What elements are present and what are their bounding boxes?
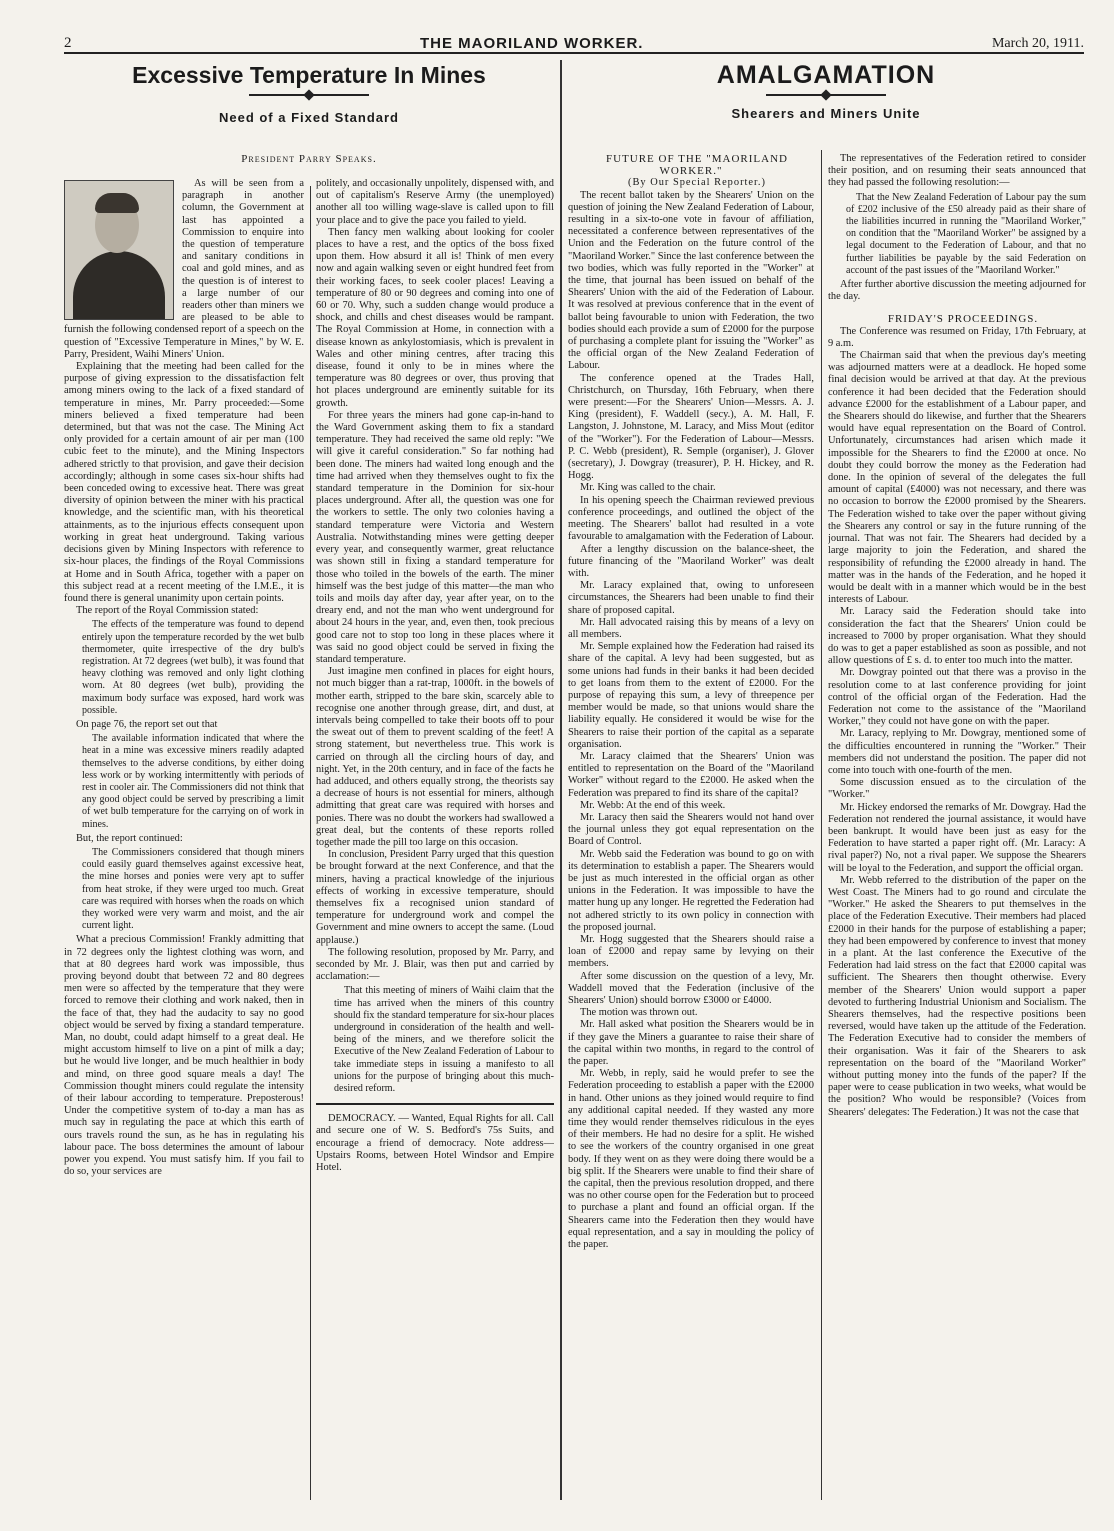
paragraph: Mr. Hall asked what position the Shearers would be in if they gave the Miners a guarantee to raise their share of the capital within two months, in regard to the control of the paper. xyxy=(568,1019,814,1068)
right-column-1 xyxy=(568,153,814,1500)
paragraph: Just imagine men confined in places for eight hours, not much bigger than a rat-trap, 1000ft. in the bowels of mother earth, stripped to the bare skin, scarcely able to recognise one another through grease, dirt, and dust, at intervals being compelled to take their boots off to pour the sweat out of them to prevent scalding of the feet! A strong statement, but nevertheless true. This work is carried on through all the circling hours of day, and night. Yet, in the 20th century, and in face of the facts he had adduced, and others equally strong, the theorists say a decrease of hours is not essential for miners, although admitting that great care was required with horses and ponies. There was no doubt the workers had swallowed a great deal, but the contents of these reports rolled together made the pill too large on this occasion. xyxy=(316,666,554,848)
left-article-byline: President Parry Speaks. xyxy=(241,153,377,165)
section-heading-future: FUTURE OF THE "MAORILAND WORKER." xyxy=(606,153,788,178)
left-headline xyxy=(64,60,554,125)
paragraph: After further abortive discussion the meeting adjourned for the day. xyxy=(828,279,1086,303)
resolution-text: That this meeting of miners of Waihi claim that the time has arrived when the miners of this country should fix the standard temperature for six-hour places underground in consideration of the health and well-being of the miners, and we therefore solicit the Executive of the New Zealand Federation of Labour to take immediate steps in issuing a manifesto to all unions for the purpose of bringing about this much-desired reform. xyxy=(334,985,554,1095)
paragraph: What a precious Commission! Frankly admitting that in 72 degrees only the lightest clothing was worn, and that at 80 degrees hard work was impossible, thus proving beyond doubt that between 72 and 80 degrees men were so affected by the temperature that they were forced to remove their clothing and work naked, then in the face of that, they had the audacity to say no good object would be served by fixing a standard temperature. Man, no doubt, could adapt himself to a great deal. He might accustom himself to live on a pint of milk a day; but he would live longer, and be much healthier in body and mind, on three good square meals a day! The Commission thought miners could regulate the intensity of their labour according to temperature. Preposterous! Under the competitive system of to-day a man has as much say in regulating the pace at which this earth of ours travels round the sun, as he has in regulating his labour pace. The boss determines the amount of labour power you expend. You must satisfy him. If you fail to do so, your services are xyxy=(64,934,304,1178)
paragraph: Mr. Hickey endorsed the remarks of Mr. Dowgray. Had the Federation not rendered the journal assistance, it would have been bankrupt. It would have been just as easy for the Federation to have started a paper right off. (Mr. Laracy: A rival paper?) No, not a rival paper. We suppose the Shearers will be loyal to the Federation, and support the official organ. xyxy=(828,801,1086,874)
resolution-block xyxy=(846,192,1086,277)
portrait-body xyxy=(73,251,165,320)
resolution-text: That the New Zealand Federation of Labour pay the sum of £202 inclusive of the £50 already paid as their share of the liabilities incurred in running the "Maoriland Worker," on condition that the "Maoriland Worker" be assigned by a legal document to the Federation of Labour, and that no further liabilities be payable by the said Federation on account of the past issues of the "Maoriland Worker." xyxy=(846,191,1086,276)
right-column-rule xyxy=(821,150,822,1500)
paragraph: Mr. Hogg suggested that the Shearers should raise a loan of £2000 and repay same by levying on their members. xyxy=(568,934,814,970)
paper-title: THE MAORILAND WORKER. xyxy=(419,35,644,52)
special-reporter-byline: (By Our Special Reporter.) xyxy=(628,177,766,189)
right-article-title: AMALGAMATION xyxy=(716,61,936,89)
paragraph: The motion was thrown out. xyxy=(580,1007,698,1019)
paragraph: Mr. Semple explained how the Federation had raised its share of the capital. A levy had been suggested, but as some unions had funds in their banks it had been decided to get loans from them to the extent of £2000. For the purpose of repaying this sum, a levy of threepence per member would be made, so that unions would share the liability equally. He considered it would be wise for the Shearers to raise their portion of the capital as a separate organisation. xyxy=(568,641,814,750)
paragraph: Mr. Webb, in reply, said he would prefer to see the Federation proceeding to establish a paper with the £2000 in hand. Other unions as they joined would require to find any additional capital needed. If they wasted any more time they would render themselves ridiculous in the eyes of their members. He had no desire for a split. He wished to see the workers of the country organised in one great body. If they went on as they were doing there would be a big split. If the Shearers were unable to find their share of the capital, then the previous resolution dropped, and there was no other course open for the Federation but to proceed to purchase a plant and found an official organ. If the Shearers came into the Federation then they would have equal representation, and a say in moulding the policy of the paper. xyxy=(568,1068,814,1251)
paragraph: As will be seen from a paragraph in another column, the Government at last has appointed a Commission to enquire into the question of temperature and sanitary conditions in coal and gold mines, and as the question is of interest to a large number of our readers other than miners we are pleased to be able to furnish the following condensed report of a speech on the question of "Excessive Temperature in Mines," by W. E. Parry, President, Waihi Miners' Union. xyxy=(64,178,304,360)
paragraph: Some discussion ensued as to the circulation of the "Worker." xyxy=(828,777,1086,801)
paragraph: The report of the Royal Commission stated: xyxy=(76,605,259,617)
quote-paragraph: The Commissioners considered that though miners could easily guard themselves against excessive heat, the mine horses and ponies were very apt to suffer from heat stroke, if they were urged too much. Great care was required with horses when the roads on which they worked were very warm and moist, and the air current light. xyxy=(82,846,304,932)
democracy-advertisement xyxy=(316,1103,554,1174)
paragraph: Mr. Laracy claimed that the Shearers' Union was entitled to representation on the Board of the "Maoriland Worker" without regard to the £2000. He asked when the Federation was prepared to find its share of the capital? xyxy=(568,750,814,799)
paragraph: But, the report continued: xyxy=(76,832,183,844)
left-column-rule xyxy=(310,186,311,1500)
masthead xyxy=(64,30,1084,54)
paragraph: Mr. Laracy explained that, owing to unforeseen circumstances, the Shearers had been unable to find their share of proposed capital. xyxy=(568,580,814,616)
right-article-subtitle: Shearers and Miners Unite xyxy=(731,106,921,121)
quote-paragraph: The available information indicated that where the heat in a mine was excessive miners readily adapted themselves to the adverse conditions, by either doing less work or by working intermittently with periods of rest in cooler air. The Commissioners did not think that any good object could be served by prescribing a limit of wet bulb temperature for the carrying on of work in mines. xyxy=(82,733,304,830)
quote-block xyxy=(82,733,304,831)
issue-date: March 20, 1911. xyxy=(991,36,1084,51)
paragraph: Mr. Hall advocated raising this by means of a levy on all members. xyxy=(568,616,814,640)
center-column-rule xyxy=(560,60,562,1500)
quote-block xyxy=(82,619,304,717)
quote-block xyxy=(82,847,304,932)
quote-paragraph: The effects of the temperature was found to depend entirely upon the temperature recorded by the wet bulb thermometer, quite irrespective of the dry bulb's registration. At 72 degrees (wet bulb), it was found that heavy clothing was removed and only light clothing worn. At 80 degrees (wet bulb), providing the maximum body surface was exposed, hard work was possible. xyxy=(82,619,304,716)
paragraph: Mr. Webb: At the end of this week. xyxy=(580,799,726,811)
paragraph: Mr. Laracy said the Federation should take into consideration the fact that the Shearers' Union could be increased to 7000 by proper organisation. What they should do was to get a paper established as soon as possible, and not allow questions of £ s. d. to enter too much into the matter. xyxy=(828,606,1086,667)
section-heading-friday: FRIDAY'S PROCEEDINGS. xyxy=(887,313,1039,326)
paragraph: politely, and occasionally unpolitely, dispensed with, and out of capitalism's Reserve Army (the unemployed) another all too willing wage-slave is called upon to fill your place and to give the pace you failed to yield. xyxy=(316,178,554,226)
paragraph: On page 76, the report set out that xyxy=(76,718,218,730)
right-column-2 xyxy=(828,153,1086,1500)
paragraph: The following resolution, proposed by Mr. Parry, and seconded by Mr. J. Blair, was then put and carried by acclamation:— xyxy=(316,946,554,983)
paragraph: For three years the miners had gone cap-in-hand to the Ward Government asking them to fix a standard temperature. They had received the same old reply: "We will give it careful consideration." So far nothing had been done. The miners had waited long enough and the time had arrived when they themselves ought to fix the standard temperature in the Dominion for six-hour places underground. After all, the question was one for the workers to settle. The only two colonies having a standard temperature were Victoria and Western Australia. Notwithstanding mines were getting deeper every year, and consequently warmer, great reluctance was shown still in fixing a standard temperature for those who toiled in the bowels of the earth. The miner himself was the best judge of this matter—the man who toils and moils day after day, year after year, on to the dreary end, and not the man who went underground for about 24 hours in the year, and, even then, took precious good care not to stop too long in these places where it was said no good object could be served in fixing the standard temperature. xyxy=(316,409,554,665)
paragraph: In conclusion, President Parry urged that this question be brought forward at the next Conference, and that the miners, having a practical knowledge of the injurious effects of working in excessive temperature, should themselves fix a recognised union standard of temperature for underground work and compel the Government and mine owners to accept the same. (Loud applause.) xyxy=(316,849,554,946)
paragraph: Mr. Laracy then said the Shearers would not hand over the journal unless they got equal representation on the Board of Control. xyxy=(568,811,814,848)
paragraph: The conference opened at the Trades Hall, Christchurch, on Thursday, 16th February, when there were present:—For the Shearers' Union—Messrs. A. J. King (president), F. Waddell (secy.), A. M. Hall, F. Langston, J. Johnstone, M. Laracy, and Miss Mout (editor of the "Worker"). For the Federation of Labour—Messrs. P. C. Webb (president), R. Semple (organiser), J. Glover (secretary), J. Dowgray (treasurer), P. H. Hickey, and R. Hogg. xyxy=(568,372,814,482)
left-article-subtitle: Need of a Fixed Standard xyxy=(218,110,400,125)
paragraph: The representatives of the Federation retired to consider their position, and on resuming their seats announced that they had passed the following resolution:— xyxy=(828,153,1086,189)
portrait-hair xyxy=(95,193,139,213)
page-number: 2 xyxy=(64,35,72,51)
ornament-divider xyxy=(249,94,369,96)
advertisement-text: DEMOCRACY. — Wanted, Equal Rights for all. Call and secure one of W. S. Bedford's 75s Suits, and encourage a friend of democracy. Note address—Upstairs Rooms, between Hotel Windsor and Empire Hotel. xyxy=(316,1113,554,1174)
right-headline xyxy=(566,60,1086,121)
paragraph: In his opening speech the Chairman reviewed previous conference proceedings, and outlined the object of the meeting. The Shearers' ballot had resulted in a vote favourable to amalgamation with the Federation of Labour. xyxy=(568,494,814,543)
paragraph: Mr. Webb said the Federation was bound to go on with its determination to establish a paper. The Shearers would be just as much interested in the official organ as other unions in the Federation. It was impossible to have the matter hung up any longer. He regretted the Federation had not adhered strictly to its own policy in connection with the proposed journal. xyxy=(568,848,814,933)
paragraph: Explaining that the meeting had been called for the purpose of giving expression to the dissatisfaction felt among miners owing to the lack of a fixed standard of temperature in mines, Mr. Parry proceeded:—Some miners believed a fixed temperature had been determined, but that was not the case. The Mining Act only provided for a certain amount of air per man (100 cubic feet to the minute), and the Mining Inspectors adhered strictly to that provision, and gave their decision accordingly; although in some cases six-hour shifts had been conceded owing to excessive heat. There was great diversity of opinion between the miner with his practical knowledge, and the scientific man, with his theoretical attainments, as to the injurious effects consequent upon working in great heat underground. Taking various decisions given by Mining Inspectors with reference to six-hour places, the findings of the Royal Commissions at Home and in South Africa, together with a paper on this subject read at a recent meeting of the I.M.E., it is found there is general unanimity upon certain points. xyxy=(64,361,304,604)
left-article-title: Excessive Temperature In Mines xyxy=(132,62,486,88)
left-column-1 xyxy=(64,178,304,1500)
left-column-2 xyxy=(316,178,554,1500)
paragraph: The Chairman said that when the previous day's meeting was adjourned matters were at a deadlock. He hoped some final decision would be arrived at that day. At the previous conference it had been decided that the Federation should advance £2000 for the establishment of a Labour paper, and the Shearers should do likewise, and further that the Shearers would have equal representation on the Board of Control. Unfortunately, circumstances had arisen which made it impossible for the Shearers to find the £2000 at once. No doubt they could borrow the money as the Federation had done. In the opinion of several of the delegates the full amount of capital (£4000) was not necessary, and there was no occasion to borrow the £2000 promised by the Shearers. The Federation wished to take over the paper without giving the Shearers any control or say in the future running of the journal. That was not fair. The Shearers had decided by a large majority to join the Federation, and shared the responsibility of refunding the £2000 already in hand. The matter was in the hands of the Federation, and he hoped it would be dealt with in a manner which would be in the best interests of Labour. xyxy=(828,350,1086,606)
paragraph: Mr. Laracy, replying to Mr. Dowgray, mentioned some of the difficulties encountered in running the "Worker." Their members did not understand the position. The paper did not come into touch with one-fourth of the men. xyxy=(828,728,1086,776)
paragraph: After some discussion on the question of a levy, Mr. Waddell moved that the Federation (inclusive of the Shearers' Union) should borrow £3000 or £4000. xyxy=(568,970,814,1007)
paragraph: Mr. King was called to the chair. xyxy=(580,482,716,494)
ornament-divider xyxy=(766,94,886,96)
paragraph: After a lengthy discussion on the balance-sheet, the future financing of the "Maoriland Worker" was dealt with. xyxy=(568,543,814,579)
paragraph: Mr. Webb referred to the distribution of the paper on the West Coast. The Miners had to go round and circulate the "Worker." He asked the Shearers to put themselves in the place of the Federation Executive. Their members had placed £2000 in their hands for the purpose of establishing a paper; they had been empowered by conference to invest that money in a plant. At the last conference the Executive of the Federation had laid stress on the fact that £2000 capital was sufficient. The Shearers then thought otherwise. Every member of the Shearers' Union would support a paper devoted to furthering Industrial Unionism and Socialism. The Shearers themselves, had the respective positions been reversed, would have taken up the attitude of the Federation. The Federation Executive had to consider the members of their organisation. Was it fair of the Shearers to ask representation on the board of the "Maoriland Worker" without putting money into the funds of the paper? If the paper were to cease publication in two weeks, what would be the position? Who would be responsible? (Voices from Shearers' delegates: The Federation.) It was not the case that xyxy=(828,874,1086,1118)
paragraph: Mr. Dowgray pointed out that there was a proviso in the resolution come to at last conference providing for joint control of the official organ of the Federation. Had the Federation not come to the assistance of the "Maoriland Worker," they could not have gone on with the paper. xyxy=(828,667,1086,728)
portrait-photo xyxy=(64,180,174,320)
paragraph: The Conference was resumed on Friday, 17th February, at 9 a.m. xyxy=(828,325,1086,349)
paragraph: The recent ballot taken by the Shearers' Union on the question of joining the New Zealand Federation of Labour, resulting in a six-to-one vote in favour of affiliation, necessitated a conference between representatives of the Union and the Federation on the future control of the "Maoriland Worker." Since the last conference between the two bodies, which was fully reported in the "Worker" at the time, that journal has been issued on behalf of the Shearers' Union with the aid of the Federation of Labour. It was resolved at previous conference that in the event of ballot being favourable to union with Federation, the two bodies should each provide a sum of £2000 for the purpose of purchasing a complete plant for issuing the "Worker" as the official organ of the New Zealand Federation of Labour. xyxy=(568,189,814,372)
paragraph: Then fancy men walking about looking for cooler places to have a rest, and the optics of the boss fixed upon them. How absurd it all is! Think of men every now and again walking seven or eight hundred feet from their working faces, to seek cooler places! Leaving a temperature of 80 or 90 degrees and coming into one of 60 or 70. Why, such a sudden change would produce a shock, and chills and chest diseases would be rampant. The Royal Commission at Home, in connection with a disease known as ankylostomiasis, which is prevalent in Wales and other mining centres, after tracing this disease, found it only to be in mines where the temperature was 80 degrees or over, thus proving that hot places underground are eminently suitable for its growth. xyxy=(316,226,554,409)
resolution-block xyxy=(334,985,554,1095)
